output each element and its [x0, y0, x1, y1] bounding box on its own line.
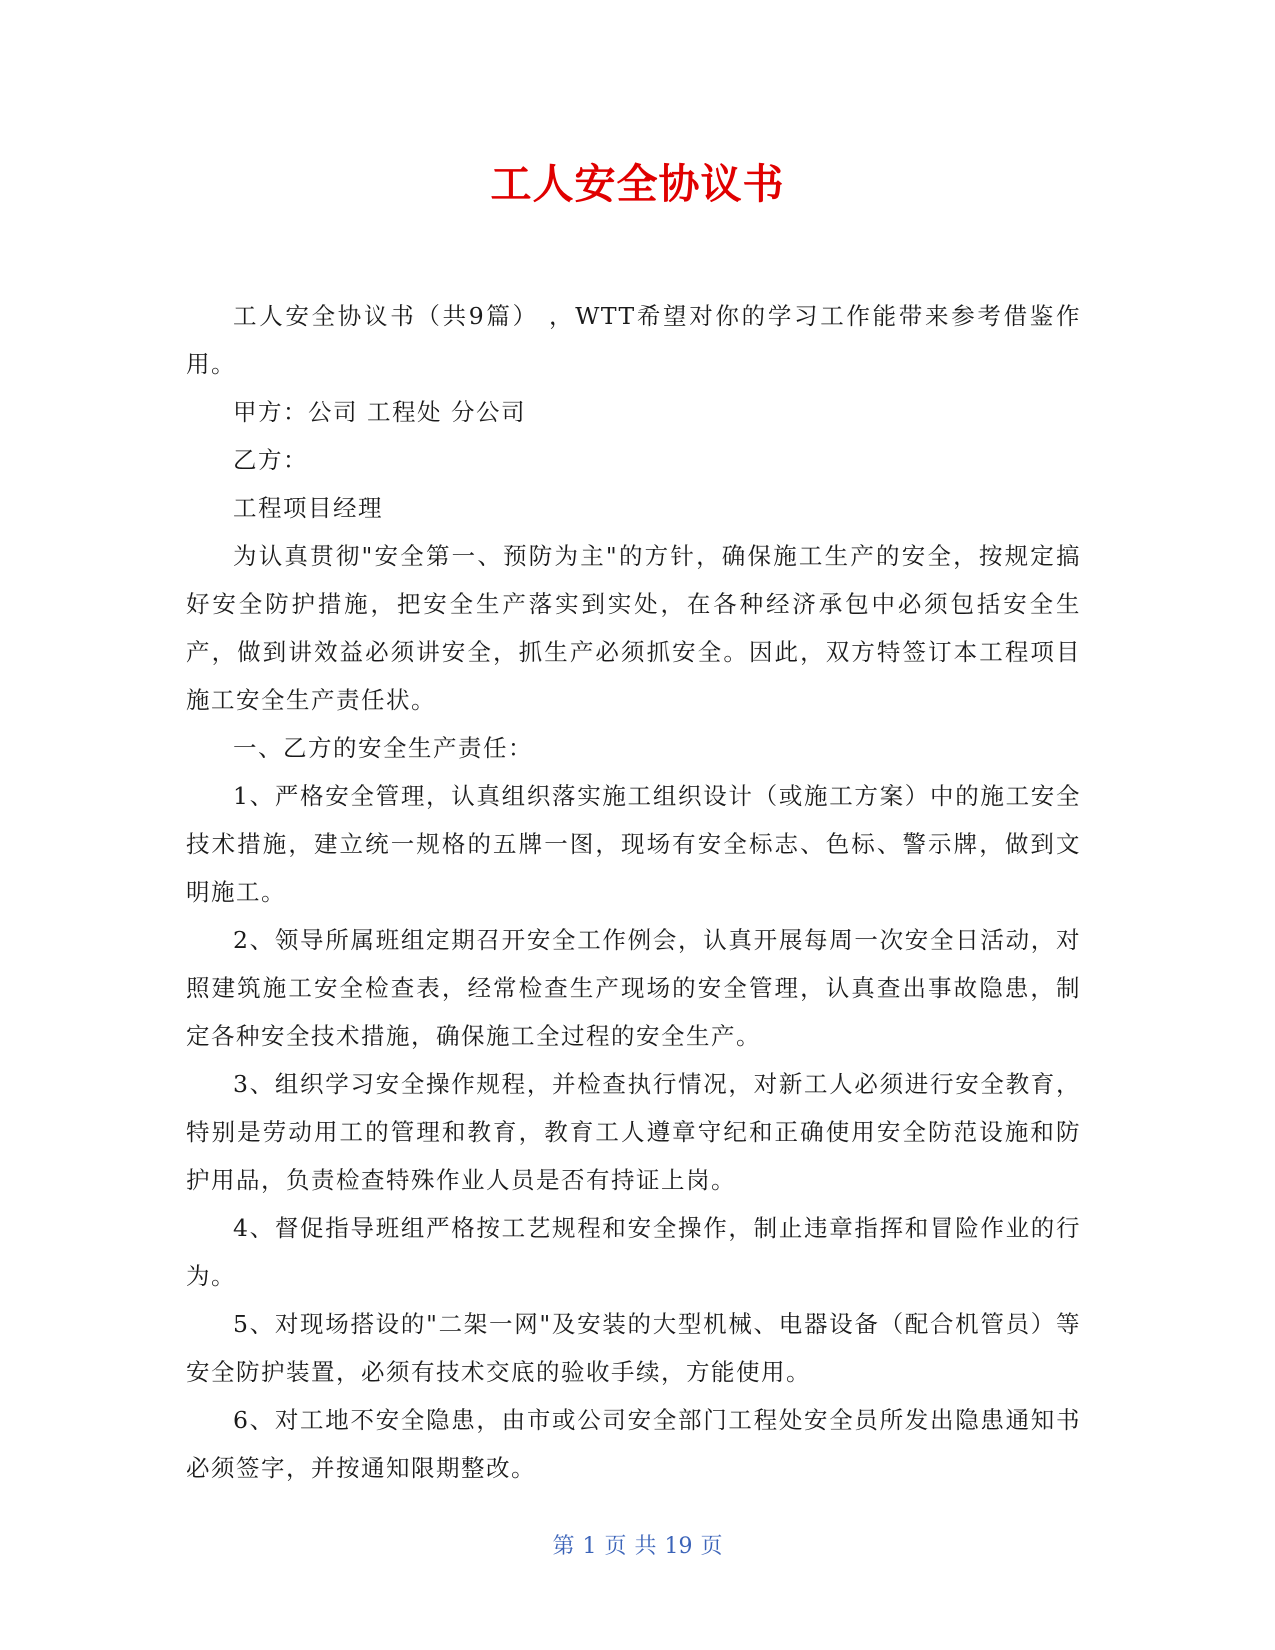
party-a-line: 甲方：公司 工程处 分公司 [233, 398, 526, 426]
intro-paragraph: 工人安全协议书（共9篇） ，WTT希望对你的学习工作能带来参考借鉴作用。 [186, 302, 1081, 378]
clause-paragraph: 3、组织学习安全操作规程，并检查执行情况，对新工人必须进行安全教育，特别是劳动用工的管理和教育，教育工人遵章守纪和正确使用安全防范设施和防护用品，负责检查特殊作业人员是否有持证上岗。 [186, 1070, 1081, 1194]
clause-paragraph: 1、严格安全管理，认真组织落实施工组织设计（或施工方案）中的施工安全技术措施，建立统一规格的五牌一图，现场有安全标志、色标、警示牌，做到文明施工。 [186, 782, 1081, 906]
page-total: 19 [664, 1534, 693, 1559]
section-heading: 一、乙方的安全生产责任： [233, 734, 533, 762]
page-footer [0, 1532, 1275, 1562]
clause-paragraph: 4、督促指导班组严格按工艺规程和安全操作，制止违章指挥和冒险作业的行为。 [186, 1214, 1081, 1290]
page-current: 1 [582, 1534, 597, 1559]
document-body [186, 292, 1081, 1492]
party-b-line: 乙方： [233, 446, 308, 474]
clause-paragraph: 5、对现场搭设的"二架一网"及安装的大型机械、电器设备（配合机管员）等安全防护装置，必须有技术交底的验收手续，方能使用。 [186, 1310, 1081, 1386]
document-title: 工人安全协议书 [490, 160, 785, 208]
total-label: 共 [634, 1534, 657, 1559]
preamble-paragraph: 为认真贯彻"安全第一、预防为主"的方针，确保施工生产的安全，按规定搞好安全防护措施，把安全生产落实到实处，在各种经济承包中必须包括安全生产，做到讲效益必须讲安全，抓生产必须抓安全。因此，双方特签订本工程项目施工安全生产责任状。 [186, 542, 1081, 714]
clause-paragraph: 6、对工地不安全隐患，由市或公司安全部门工程处安全员所发出隐患通知书必须签字，并按通知限期整改。 [186, 1406, 1081, 1482]
clause-paragraph: 2、领导所属班组定期召开安全工作例会，认真开展每周一次安全日活动，对照建筑施工安全检查表，经常检查生产现场的安全管理，认真查出事故隐患，制定各种安全技术措施，确保施工全过程的安全生产。 [186, 926, 1081, 1050]
total-unit: 页 [700, 1534, 723, 1559]
page-label: 第 [552, 1534, 575, 1559]
page-unit: 页 [604, 1534, 627, 1559]
project-manager-line: 工程项目经理 [233, 494, 383, 522]
